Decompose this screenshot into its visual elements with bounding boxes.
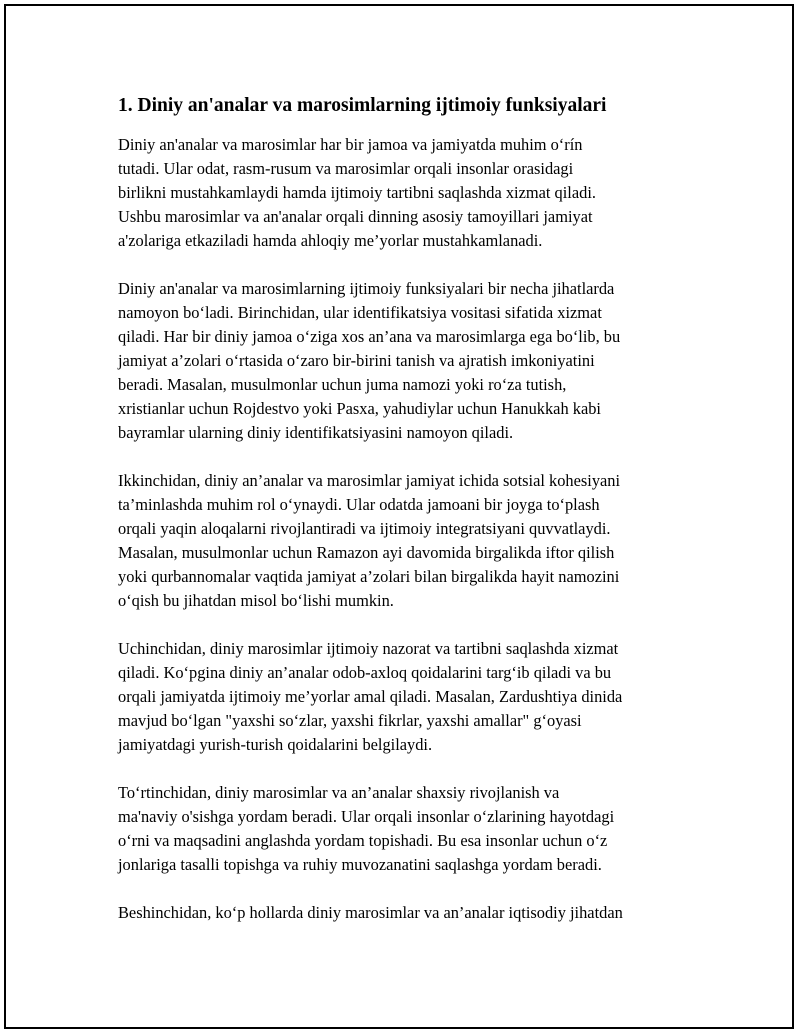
paragraph-2 bbox=[118, 277, 718, 445]
text-line: Ushbu marosimlar va an'analar orqali dinning asosiy tamoyillari jamiyat bbox=[118, 207, 593, 226]
text-line: qiladi. Har bir diniy jamoa o‘ziga xos an’ana va marosimlarga ega bo‘lib, bu bbox=[118, 327, 621, 346]
text-line: jonlariga tasalli topishga va ruhiy muvozanatini saqlashga yordam beradi. bbox=[118, 855, 602, 874]
text-line: orqali yaqin aloqalarni rivojlantiradi va ijtimoiy integratsiyani quvvatlaydi. bbox=[118, 519, 611, 538]
text-line: ta’minlashda muhim rol o‘ynaydi. Ular odatda jamoani bir joyga to‘plash bbox=[118, 495, 600, 514]
text-line: mavjud bo‘lgan "yaxshi so‘zlar, yaxshi fikrlar, yaxshi amallar" g‘oyasi bbox=[118, 711, 582, 730]
text-line: o‘qish bu jihatdan misol bo‘lishi mumkin. bbox=[118, 591, 394, 610]
text-line: Uchinchidan, diniy marosimlar ijtimoiy nazorat va tartibni saqlashda xizmat bbox=[118, 639, 619, 658]
text-line: tutadi. Ular odat, rasm-rusum va marosimlar orqali insonlar orasidagi bbox=[118, 159, 574, 178]
text-line: xristianlar uchun Rojdestvo yoki Pasxa, yahudiylar uchun Hanukkah kabi bbox=[118, 399, 601, 418]
document-body bbox=[118, 92, 718, 949]
section-heading: 1. Diniy an'analar va marosimlarning ijtimoiy funksiyalari bbox=[118, 95, 607, 116]
text-line: birlikni mustahkamlaydi hamda ijtimoiy tartibni saqlashda xizmat qiladi. bbox=[118, 183, 596, 202]
text-line: To‘rtinchidan, diniy marosimlar va an’analar shaxsiy rivojlanish va bbox=[118, 783, 560, 802]
text-line: jamiyatdagi yurish-turish qoidalarini belgilaydi. bbox=[118, 735, 433, 754]
text-line: jamiyat a’zolari o‘rtasida o‘zaro bir-birini tanish va ajratish imkoniyatini bbox=[118, 351, 595, 370]
text-line: orqali jamiyatda ijtimoiy me’yorlar amal qiladi. Masalan, Zardushtiya dinida bbox=[118, 687, 623, 706]
text-line: qiladi. Ko‘pgina diniy an’analar odob-axloq qoidalarini targ‘ib qiladi va bu bbox=[118, 663, 612, 682]
text-line: Beshinchidan, ko‘p hollarda diniy marosimlar va an’analar iqtisodiy jihatdan bbox=[118, 903, 623, 922]
paragraph-5 bbox=[118, 781, 718, 877]
text-line: Masalan, musulmonlar uchun Ramazon ayi davomida birgalikda iftor qilish bbox=[118, 543, 615, 562]
text-line: Diniy an'analar va marosimlar har bir jamoa va jamiyatda muhim o‘rín bbox=[118, 135, 583, 154]
text-line: bayramlar ularning diniy identifikatsiyasini namoyon qiladi. bbox=[118, 423, 514, 442]
text-line: beradi. Masalan, musulmonlar uchun juma namozi yoki ro‘za tutish, bbox=[118, 375, 567, 394]
paragraph-6 bbox=[118, 901, 718, 925]
paragraph-4 bbox=[118, 637, 718, 757]
text-line: namoyon bo‘ladi. Birinchidan, ular identifikatsiya vositasi sifatida xizmat bbox=[118, 303, 602, 322]
text-line: ma'naviy o'sishga yordam beradi. Ular orqali insonlar o‘zlarining hayotdagi bbox=[118, 807, 615, 826]
text-line: Ikkinchidan, diniy an’analar va marosimlar jamiyat ichida sotsial kohesiyani bbox=[118, 471, 621, 490]
text-line: Diniy an'analar va marosimlarning ijtimoiy funksiyalari bir necha jihatlarda bbox=[118, 279, 615, 298]
paragraph-1 bbox=[118, 133, 718, 253]
paragraph-3 bbox=[118, 469, 718, 613]
text-line: o‘rni va maqsadini anglashda yordam topishadi. Bu esa insonlar uchun o‘z bbox=[118, 831, 608, 850]
text-line: yoki qurbannomalar vaqtida jamiyat a’zolari bilan birgalikda hayit namozini bbox=[118, 567, 620, 586]
text-line: a'zolariga etkaziladi hamda ahloqiy me’yorlar mustahkamlanadi. bbox=[118, 231, 543, 250]
